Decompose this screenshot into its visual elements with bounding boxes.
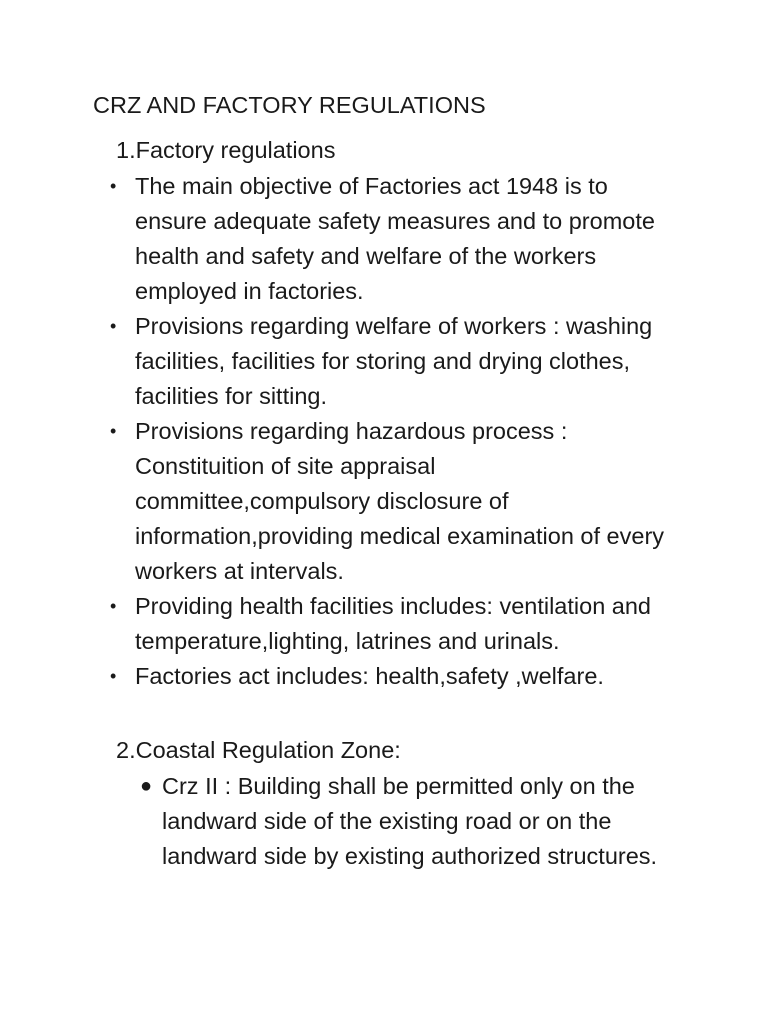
- list-item: [110, 414, 675, 589]
- bullet-icon: •: [110, 666, 117, 686]
- section-number: 2.: [116, 737, 136, 763]
- list-item-text: The main objective of Factories act 1948 is to ensure adequate safety measures and to promote health and safety and welfare of the workers employed in factories.: [135, 173, 655, 304]
- list-item: [110, 309, 675, 414]
- document-title: CRZ AND FACTORY REGULATIONS: [93, 92, 486, 118]
- list-item: [110, 589, 675, 659]
- list-item-text: Factories act includes: health,safety ,welfare.: [135, 663, 604, 689]
- list-item: [140, 769, 682, 874]
- list-item-text: Provisions regarding hazardous process : Constituition of site appraisal committee,compulsory disclosure of information,providing medical examination of every workers at intervals.: [135, 418, 665, 584]
- list-item-text: Crz II : Building shall be permitted only on the landward side of the existing road or on the landward side by existing authorized structures.: [162, 773, 658, 869]
- bullet-icon: •: [110, 596, 117, 616]
- factory-regulations-list: [110, 169, 675, 694]
- section-heading-factory-regulations: [116, 135, 335, 165]
- list-item-text: Provisions regarding welfare of workers : washing facilities, facilities for storing and drying clothes, facilities for sitting.: [135, 313, 653, 409]
- bullet-icon: •: [110, 176, 117, 196]
- section-number: 1.: [116, 137, 136, 163]
- section-title: Factory regulations: [135, 137, 336, 163]
- coastal-regulation-list: [140, 769, 682, 874]
- list-item: [110, 169, 675, 309]
- bullet-icon: •: [110, 316, 117, 336]
- list-item: [110, 659, 675, 694]
- list-item-text: Providing health facilities includes: ventilation and temperature,lighting, latrines and urinals.: [135, 593, 652, 654]
- section-title: Coastal Regulation Zone:: [135, 737, 401, 763]
- section-heading-coastal-regulation-zone: [116, 735, 401, 765]
- bullet-icon: •: [110, 421, 117, 441]
- bullet-icon: ●: [140, 775, 153, 797]
